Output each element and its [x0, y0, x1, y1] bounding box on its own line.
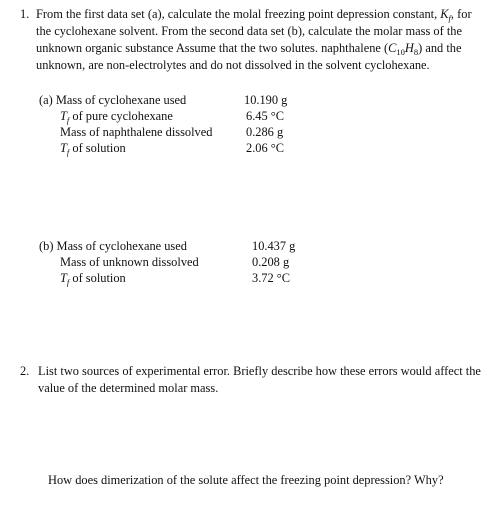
data-row-value: 10.190 g — [244, 93, 288, 107]
question-1-line-1: From the first data set (a), calculate the molal freezing point depression constant, $K_f$, for — [36, 7, 472, 23]
data-row-value: 0.286 g — [246, 125, 284, 139]
data-row-label: Mass of unknown dissolved — [60, 255, 199, 269]
data-row-label: (a) Mass of cyclohexane used — [39, 93, 187, 107]
data-row-value: 10.437 g — [252, 239, 296, 253]
question-3: How does dimerization of the solute affect the freezing point depression? Why? — [48, 473, 444, 487]
question-1-line-2: the cyclohexane solvent. From the second data set (b), calculate the molar mass of the — [36, 24, 462, 38]
data-row-label: (b) Mass of cyclohexane used — [39, 239, 187, 253]
data-row-label: Mass of naphthalene dissolved — [60, 125, 213, 139]
question-2-number: 2. — [20, 364, 30, 378]
data-row-value: 2.06 °C — [246, 141, 285, 155]
question-2-line-2: value of the determined molar mass. — [38, 381, 219, 395]
data-row-value: 3.72 °C — [252, 271, 291, 285]
data-row-label: $T_f$ of solution — [60, 141, 126, 157]
question-1-line-3: unknown organic substance Assume that the two solutes. naphthalene $(C_{10}H_8)$ and the — [36, 41, 462, 57]
data-row-label: $T_f$ of pure cyclohexane — [60, 109, 173, 125]
question-1-number: 1. — [20, 7, 30, 21]
question-2-line-1: List two sources of experimental error. Briefly describe how these errors would affect the — [38, 364, 481, 378]
data-row-value: 0.208 g — [252, 255, 290, 269]
data-row-label: $T_f$ of solution — [60, 271, 126, 287]
question-1-line-4: unknown, are non-electrolytes and do not dissolved in the solvent cyclohexane. — [36, 58, 430, 72]
data-row-value: 6.45 °C — [246, 109, 285, 123]
